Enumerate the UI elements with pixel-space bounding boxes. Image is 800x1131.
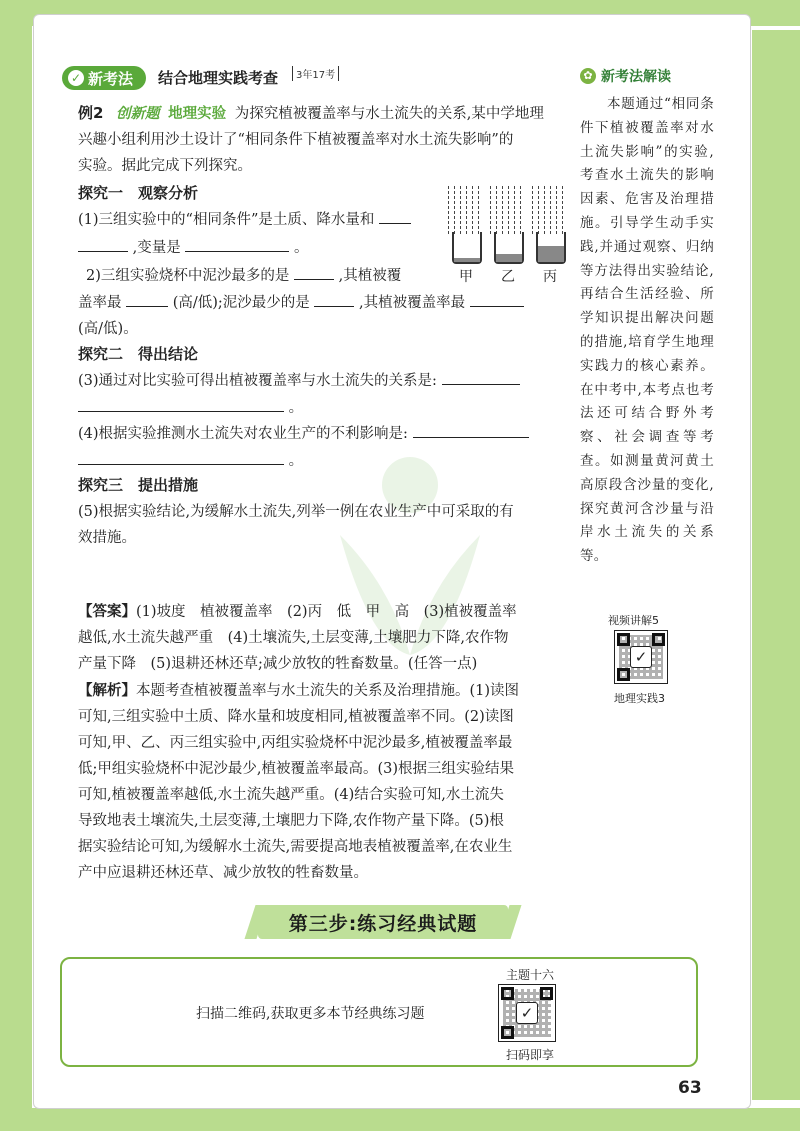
section-1-title: 探究一 观察分析 [78, 184, 199, 202]
video-sublabel: 地理实践3 [614, 692, 665, 705]
q1-text-b: ,变量是 [132, 240, 181, 256]
answer-heading: 【答案】 [78, 604, 136, 620]
practice-qr-code[interactable] [498, 984, 556, 1042]
intro-line-2: 兴趣小组利用沙土设计了“相同条件下植被覆盖率对水土流失影响”的 [78, 132, 514, 148]
example-number: 例2 [78, 104, 104, 122]
q5-text-b: 效措施。 [78, 530, 136, 546]
label-yi: 乙 [501, 269, 515, 285]
analysis-line-8: 产中应退耕还林还草、减少放牧的牲畜数量。 [78, 865, 368, 881]
beaker-yi [494, 232, 524, 264]
badge-label: 新考法 [88, 69, 134, 88]
right-green-border [752, 30, 800, 1100]
beaker-bing [536, 232, 566, 264]
q3-end: 。 [288, 400, 304, 416]
analysis-line-6: 导致地表土壤流失,土层变薄,土壤肥力下降,农作物产量下降。(5)根 [78, 813, 504, 829]
video-label: 视频讲解5 [608, 614, 659, 627]
intro-line-1: 为探究植被覆盖率与水土流失的关系,某中学地理 [234, 106, 544, 122]
q4-blank-2[interactable] [78, 450, 284, 465]
step-banner: 第三步:练习经典试题 [258, 905, 508, 939]
q2-text-f: (高/低)。 [78, 321, 138, 337]
sidebar-body: 本题通过“相同条件下植被覆盖率对水土流失影响”的实验,考查水土流失的影响因素、危害及治理措施。引导学生动手实践,并通过观察、归纳等方法得出实验结论,再结合生活经验、所学知识提出解决问题的措施,培育学生地理实践力的核心素养。在中考中,本考点也考法还可结合野外考察、社会调查等考查。如测量黄河黄土高原段含沙量的变化,探究黄河含沙量与沿岸水土流失的关系等。 [580, 96, 714, 565]
practice-text: 扫描二维码,获取更多本节经典练习题 [196, 1006, 425, 1022]
q4-end: 。 [288, 453, 304, 469]
analysis-line-5: 可知,植被覆盖率越低,水土流失越严重。(4)结合实验可知,水土流失 [78, 787, 504, 803]
exam-frequency-tag: 3年17考 [292, 66, 339, 81]
q2-text-b: ,其植被覆 [338, 268, 402, 284]
check-icon: ✓ [68, 70, 84, 86]
new-method-badge [62, 66, 146, 90]
q4-text: (4)根据实验推测水土流失对农业生产的不利影响是: [78, 426, 408, 442]
analysis-heading: 【解析】 [78, 683, 136, 699]
q2-blank-4[interactable] [470, 292, 524, 307]
q2-text-a: 2)三组实验烧杯中泥沙最多的是 [86, 268, 290, 284]
checkmark-icon: ✓ [630, 646, 652, 668]
q1-blank-1-cont[interactable] [78, 237, 128, 252]
section-2-title: 探究二 得出结论 [78, 345, 199, 363]
sidebar-title-text: 新考法解读 [601, 69, 671, 85]
q1-text-c: 。 [293, 240, 309, 256]
analysis-line-1: 本题考查植被覆盖率与水土流失的关系及治理措施。(1)读图 [136, 683, 520, 699]
answer-line-1: (1)坡度 植被覆盖率 (2)丙 低 甲 高 (3)植被覆盖率 [136, 604, 517, 620]
video-qr-code[interactable] [614, 630, 668, 684]
q2-text-d: (高/低);泥沙最少的是 [172, 295, 310, 311]
sidebar-title [580, 66, 671, 86]
q1-blank-1[interactable] [379, 209, 411, 224]
section-3-title: 探究三 提出措施 [78, 476, 199, 494]
page-number: 63 [678, 1078, 702, 1098]
rain-icon [490, 186, 524, 234]
q1-text: (1)三组实验中的“相同条件”是土质、降水量和 [78, 212, 375, 228]
q3-blank-1[interactable] [442, 370, 520, 385]
rain-icon [448, 186, 482, 234]
q2-blank-3[interactable] [314, 292, 354, 307]
answer-line-2: 越低,水土流失越严重 (4)土壤流失,土层变薄,土壤肥力下降,农作物 [78, 630, 509, 646]
bottom-green-border [0, 1108, 800, 1131]
q2-text-e: ,其植被覆盖率最 [359, 295, 466, 311]
checkmark-icon: ✓ [516, 1002, 538, 1024]
label-bing: 丙 [543, 269, 557, 285]
geography-experiment-label: 地理实验 [168, 106, 227, 122]
q2-text-c: 盖率最 [78, 295, 122, 311]
label-jia: 甲 [459, 269, 473, 285]
q1-blank-2[interactable] [185, 237, 289, 252]
intro-line-3: 实验。据此完成下列探究。 [78, 158, 252, 174]
beaker-jia [452, 232, 482, 264]
sprout-icon: ✿ [580, 68, 596, 84]
q2-blank-1[interactable] [294, 265, 334, 280]
analysis-line-7: 据实验结论可知,为缓解水土流失,需要提高地表植被覆盖率,在农业生 [78, 839, 513, 855]
practice-topic: 主题十六 [506, 968, 555, 982]
answer-line-3: 产量下降 (5)退耕还林还草;减少放牧的牲畜数量。(任答一点) [78, 656, 478, 672]
q2-blank-2[interactable] [126, 292, 168, 307]
left-green-border [0, 0, 32, 1131]
analysis-line-2: 可知,三组实验中土质、降水量和坡度相同,植被覆盖率不同。(2)读图 [78, 709, 514, 725]
q4-blank-1[interactable] [413, 423, 529, 438]
scan-label: 扫码即享 [506, 1048, 555, 1062]
q3-text: (3)通过对比实验可得出植被覆盖率与水土流失的关系是: [78, 373, 437, 389]
q3-blank-2[interactable] [78, 397, 284, 412]
analysis-line-3: 可知,甲、乙、丙三组实验中,丙组实验烧杯中泥沙最多,植被覆盖率最 [78, 735, 513, 751]
rain-icon [532, 186, 566, 234]
section-title: 结合地理实践考查 [158, 69, 279, 87]
analysis-line-4: 低;甲组实验烧杯中泥沙最少,植被覆盖率最高。(3)根据三组实验结果 [78, 761, 515, 777]
innovation-label: 创新题 [116, 106, 160, 122]
q5-text-a: (5)根据实验结论,为缓解水土流失,列举一例在农业生产中可采取的有 [78, 504, 514, 520]
